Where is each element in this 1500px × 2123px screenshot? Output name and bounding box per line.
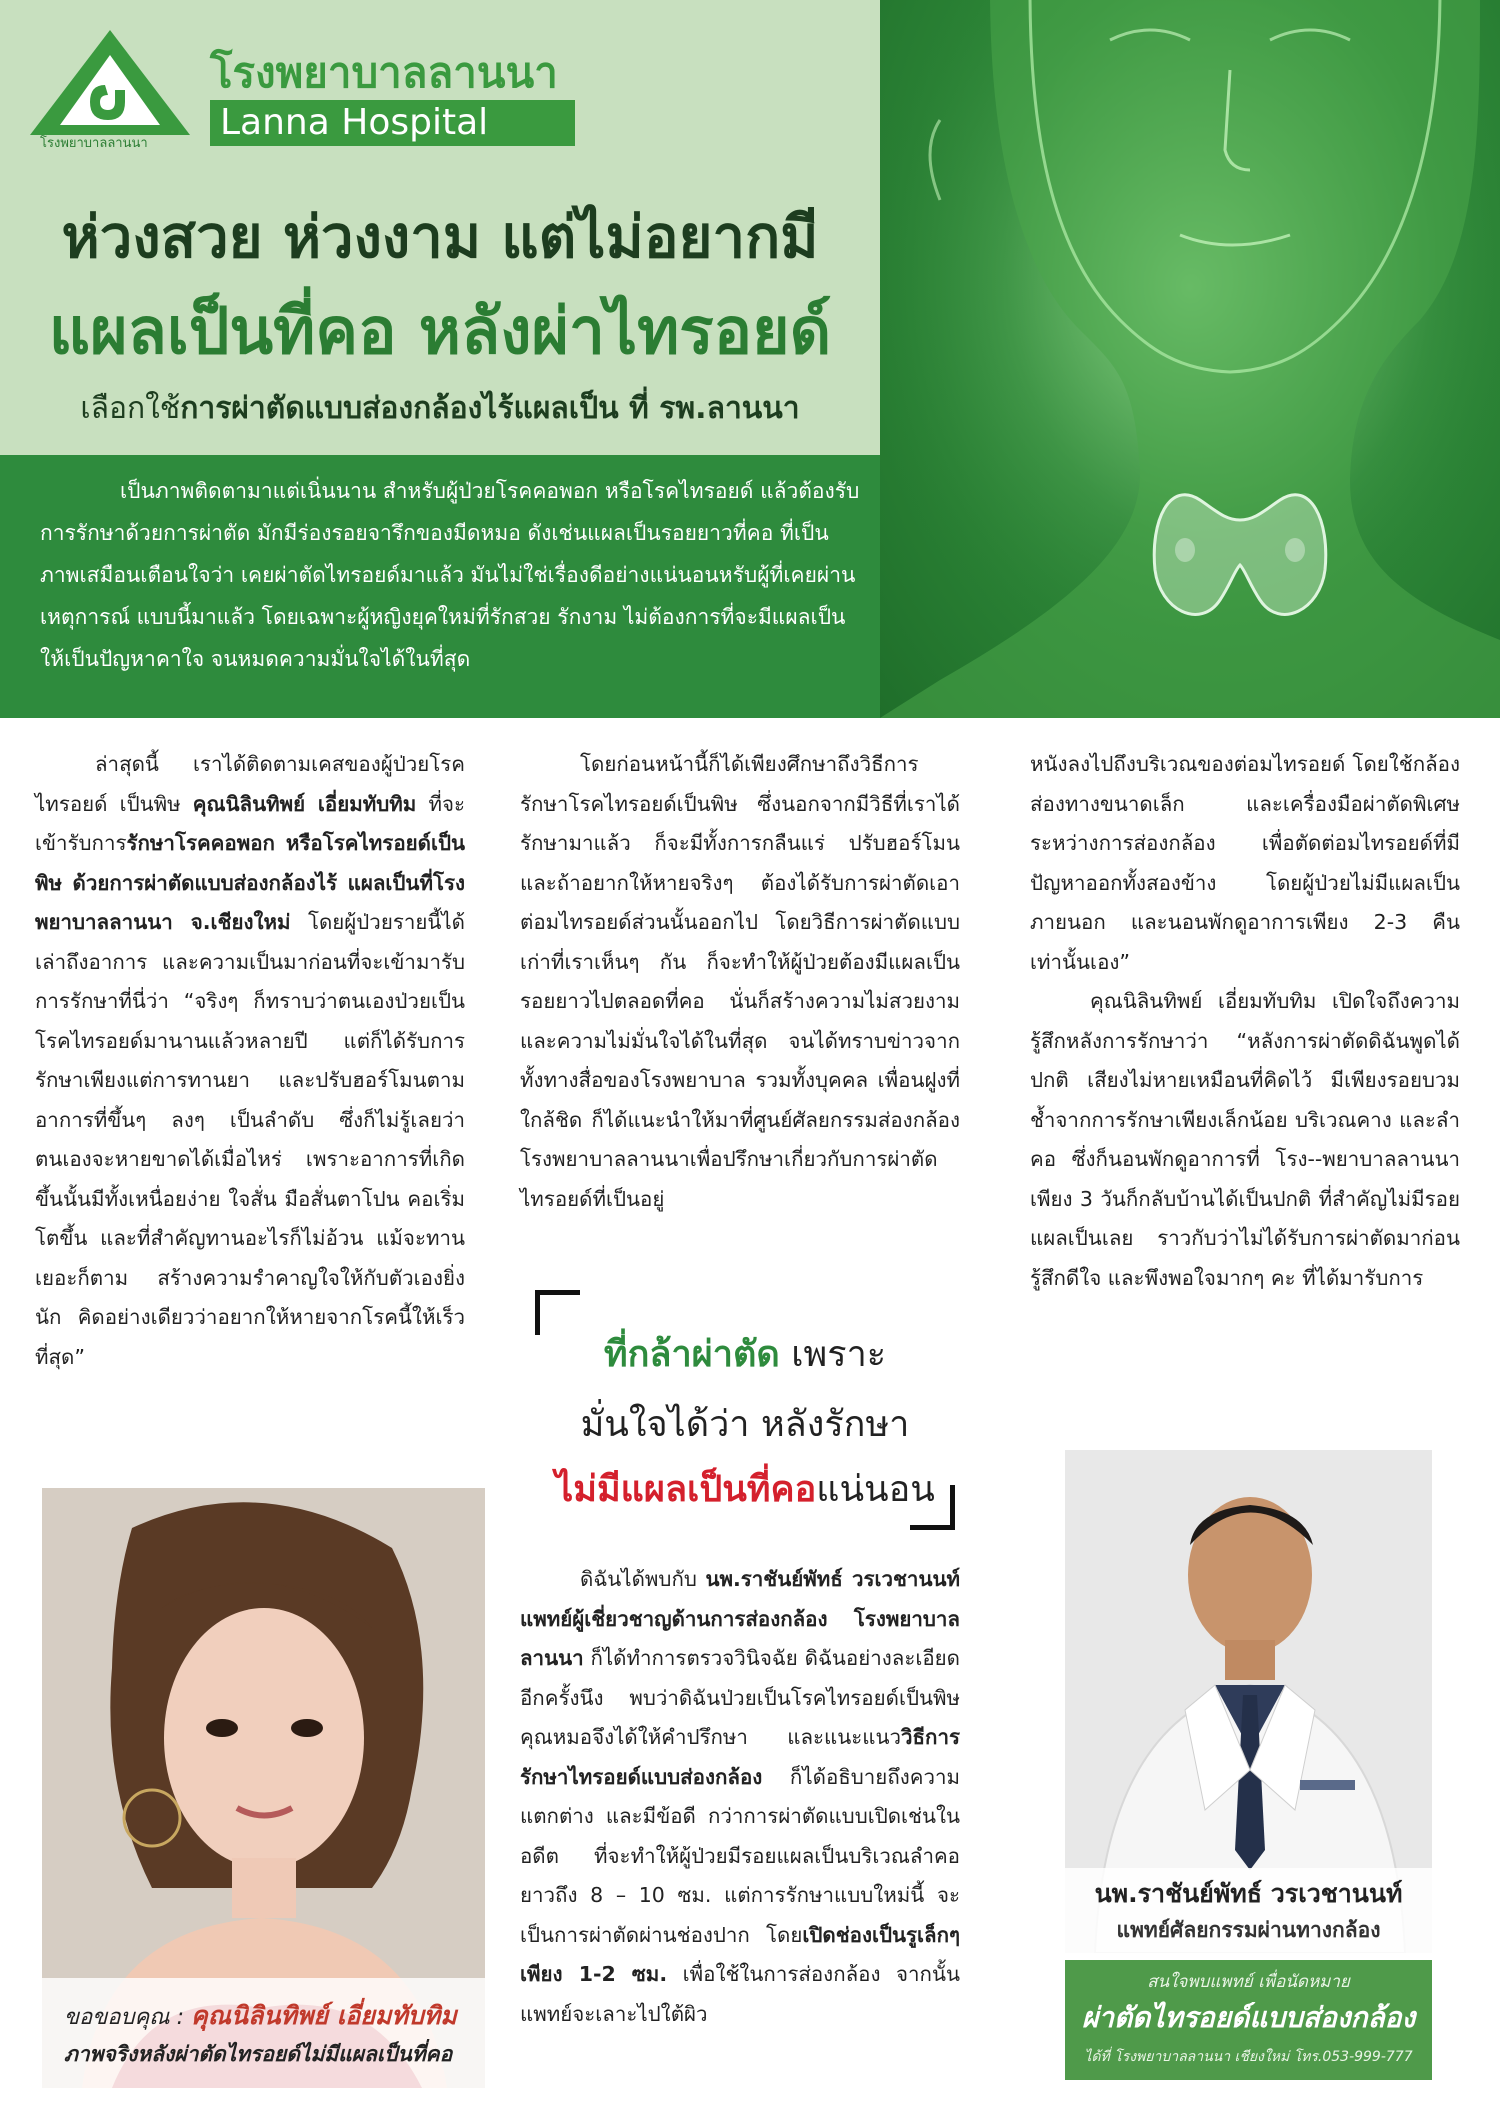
article-column-3 (1030, 745, 1460, 1298)
headline-line-2: แผลเป็นที่คอ หลังผ่าไทรอยด์ (48, 295, 832, 369)
patient-caption-line-1 (64, 1996, 457, 2036)
col1-text-2: ที่จะเข้ารับการ (35, 791, 465, 855)
thyroid-illustration (880, 0, 1500, 718)
col2-text-1: ดิฉันได้พบกับ (580, 1567, 706, 1591)
appointment-line-1: สนใจพบแพทย์ เพื่อนัดหมาย (1147, 1972, 1350, 1992)
col2-text-2: ก็ได้ทำการตรวจวินิจฉัย ดิฉันอย่างละเอียดอีกครั้งนึง พบว่าดิฉันป่วยเป็นโรคไทรอยด์เป็นพิษ คุณหมอจึงได้ให้คำปรึกษา และแนะแนว (520, 1646, 960, 1749)
col1-text-3: โดยผู้ป่วยรายนี้ได้เล่าถึงอาการ และความเป็นมาก่อนที่จะเข้ามารับการรักษาที่นี่ว่า “จริงๆ ก็ทราบว่าตนเองป่วยเป็นโรคไทรอยด์มานานแล้วหลายปี แต่ก็ได้รับการรักษาเพียงแต่การทานยา และปรับฮอร์โมนตามอาการที่ขึ้นๆ ลงๆ เป็นลำดับ ซึ่งก็ไม่รู้เลยว่าตนเองจะหายขาดได้เมื่อไหร่ เพราะอาการที่เกิดขึ้นนั้นมีทั้งเหนื่อยง่าย ใจสั่น มือสั่นตาโปน คอเริ่มโตขึ้น และที่สำคัญทานอะไรก็ไม่อ้วน แม้จะทานเยอะก็ตาม สร้างความรำคาญใจให้กับตัวเองยิ่งนัก คิดอย่างเดียวว่าอยากให้หายจากโรคนี้ให้เร็วที่สุด” (35, 910, 465, 1369)
hospital-name-thai: โรงพยาบาลลานนา (210, 48, 558, 97)
column1-paragraph (35, 745, 465, 1377)
pull-quote-line-1-rest: เพราะ (779, 1334, 887, 1375)
column2-paragraph-2 (520, 1560, 960, 2034)
pull-quote (535, 1290, 955, 1530)
appointment-line-2: ผ่าตัดไทรอยด์แบบส่องกล้อง (1081, 2001, 1416, 2034)
column3-paragraph-2: คุณนิลินทิพย์ เอี่ยมทับทิม เปิดใจถึงความรู้สึกหลังการรักษาว่า “หลังการผ่าตัดดิฉันพูดได้ปกติ เสียงไม่หายเหมือนที่คิดไว้ มีเพียงรอยบวมช้ำจากการรักษาเพียงเล็กน้อย บริเวณคาง และลำคอ ซึ่งก็นอนพักดูอาการที่ โรง--พยาบาลลานนา เพียง 3 วันก็กลับบ้านได้เป็นปกติ ที่สำคัญไม่มีรอยแผลเป็นเลย ราวกับว่าไม่ได้รับการผ่าตัดมาก่อน รู้สึกดีใจ และพึงพอใจมากๆ คะ ที่ได้มารับการ (1030, 989, 1460, 1290)
article-column-1 (35, 745, 465, 1377)
col1-text-1: ล่าสุดนี้ เราได้ติดตามเคสของผู้ป่วยโรคไทรอยด์ เป็นพิษ (35, 752, 465, 816)
pull-quote-red: ไม่มีแผลเป็นที่คอ (555, 1469, 817, 1510)
subheadline-prefix: เลือกใช้ (80, 391, 181, 426)
subheadline-bold: การผ่าตัดแบบส่องกล้องไร้แผลเป็น ที่ รพ.ลานนา (180, 391, 800, 426)
pull-quote-green: ที่กล้าผ่าตัด (603, 1334, 780, 1375)
treatment-bold: รักษาโรคคอพอก หรือโรคไทรอยด์เป็นพิษ ด้วยการผ่าตัดแบบส่องกล้องไร้ แผลเป็นที่โรงพยาบาลลานนา จ.เชียงใหม่ (35, 831, 465, 934)
incision-bold: เปิดช่องเป็นรูเล็กๆ เพียง 1-2 ซม. (520, 1922, 960, 1986)
patient-caption-line-2: ภาพจริงหลังผ่าตัดไทรอยด์ไม่มีแผลเป็นที่คอ (64, 2042, 453, 2066)
article-column-2-bottom (520, 1560, 960, 2034)
appointment-box (1065, 1960, 1432, 2080)
logo-caption: โรงพยาบาลลานนา (40, 136, 148, 151)
doctor-title: แพทย์ศัลยกรรมผ่านทางกล้อง (1116, 1918, 1381, 1942)
thanks-prefix: ขอขอบคุณ : (64, 2005, 191, 2030)
doctor-caption (1065, 1868, 1432, 1953)
subheadline (0, 385, 880, 432)
doctor-name: นพ.ราชันย์พัทธ์ วรเวชานนท์ (1094, 1879, 1403, 1908)
patient-caption (42, 1978, 485, 2088)
pull-quote-line-3 (535, 1460, 955, 1517)
method-bold: วิธีการรักษาไทรอยด์แบบส่องกล้อง (520, 1725, 960, 1789)
pull-quote-line-2: มั่นใจได้ว่า หลังรักษา (580, 1404, 910, 1445)
doctor-name-bold: นพ.ราชันย์พัทธ์ วรเวชานนท์ แพทย์ผู้เชี่ยวชาญด้านการส่องกล้อง โรงพยาบาลลานนา (520, 1567, 960, 1670)
patient-name-bold: คุณนิลินทิพย์ เอี่ยมทับทิม (192, 791, 417, 816)
patient-caption-name: คุณนิลินทิพย์ เอี่ยมทับทิม (191, 2001, 457, 2030)
hospital-name-english: Lanna Hospital (210, 100, 575, 146)
col2-text-3: ก็ได้อธิบายถึงความแตกต่าง และมีข้อดี กว่าการผ่าตัดแบบเปิดเช่นในอดีต ที่จะทำให้ผู้ป่วยมีรอยแผลเป็นบริเวณลำคอยาวถึง 8 – 10 ซม. แต่การรักษาแบบใหม่นี้ จะเป็นการผ่าตัดผ่านช่องปาก โดย (520, 1764, 960, 1947)
col2-text-4: เพื่อใช้ในการส่องกล้อง จากนั้นแพทย์จะเลาะไปใต้ผิว (520, 1962, 960, 2026)
column2-paragraph-1: โดยก่อนหน้านี้ก็ได้เพียงศึกษาถึงวิธีการรักษาโรคไทรอยด์เป็นพิษ ซึ่งนอกจากมีวิธีที่เราได้รักษามาแล้ว ก็จะมีทั้งการกลืนแร่ ปรับฮอร์โมนและถ้าอยากให้หายจริงๆ ต้องได้รับการผ่าตัดเอาต่อมไทรอยด์ส่วนนั้นออกไป โดยวิธีการผ่าตัดแบบเก่าที่เราเห็นๆ กัน ก็จะทำให้ผู้ป่วยต้องมีแผลเป็นรอยยาวไปตลอดที่คอ นั่นก็สร้างความไม่สวยงาม และความไม่มั่นใจได้ในที่สุด จนได้ทราบข่าวจากทั้งทางสื่อของโรงพยาบาล รวมทั้งบุคคล เพื่อนฝูงที่ใกล้ชิด ก็ได้แนะนำให้มาที่ศูนย์ศัลยกรรมส่องกล้อง โรงพยาบาลลานนาเพื่อปรึกษาเกี่ยวกับการผ่าตัดไทรอยด์ที่เป็นอยู่ (520, 752, 960, 1211)
column3-paragraph-1: หนังลงไปถึงบริเวณของต่อมไทรอยด์ โดยใช้กล้องส่องทางขนาดเล็ก และเครื่องมือผ่าตัดพิเศษระหว่างการส่องกล้อง เพื่อตัดต่อมไทรอยด์ที่มีปัญหาออกทั้งสองข้าง โดยผู้ป่วยไม่มีแผลเป็นภายนอก และนอนพักดูอาการเพียง 2-3 คืนเท่านั้นเอง” (1030, 752, 1460, 974)
face-thyroid-graphic (880, 0, 1500, 718)
intro-paragraph: เป็นภาพติดตามาแต่เนิ่นนาน สำหรับผู้ป่วยโรคคอพอก หรือโรคไทรอยด์ แล้วต้องรับการรักษาด้วยการผ่าตัด มักมีร่องรอยจารึกของมีดหมอ ดังเช่นแผลเป็นรอยยาวที่คอ ที่เป็นภาพเสมือนเตือนใจว่า เคยผ่าตัดไทรอยด์มาแล้ว มันไม่ใช่เรื่องดีอย่างแน่นอนหรับผู้ที่เคยผ่านเหตุการณ์ แบบนี้มาแล้ว โดยเฉพาะผู้หญิงยุคใหม่ที่รักสวย รักงาม ไม่ต้องการที่จะมีแผลเป็น ให้เป็นปัญหาคาใจ จนหมดความมั่นใจได้ในที่สุด (40, 479, 860, 671)
pull-quote-line-1 (535, 1325, 955, 1382)
appointment-contact: ได้ที่ โรงพยาบาลลานนา เชียงใหม่ โทร.053-999-777 (1084, 2049, 1413, 2065)
pull-quote-line-3-rest: แน่นอน (816, 1469, 935, 1510)
headline-line-1: ห่วงสวย ห่วงงาม แต่ไม่อยากมี (61, 203, 819, 271)
article-column-2-top (520, 745, 960, 1219)
hospital-logo (30, 30, 195, 150)
